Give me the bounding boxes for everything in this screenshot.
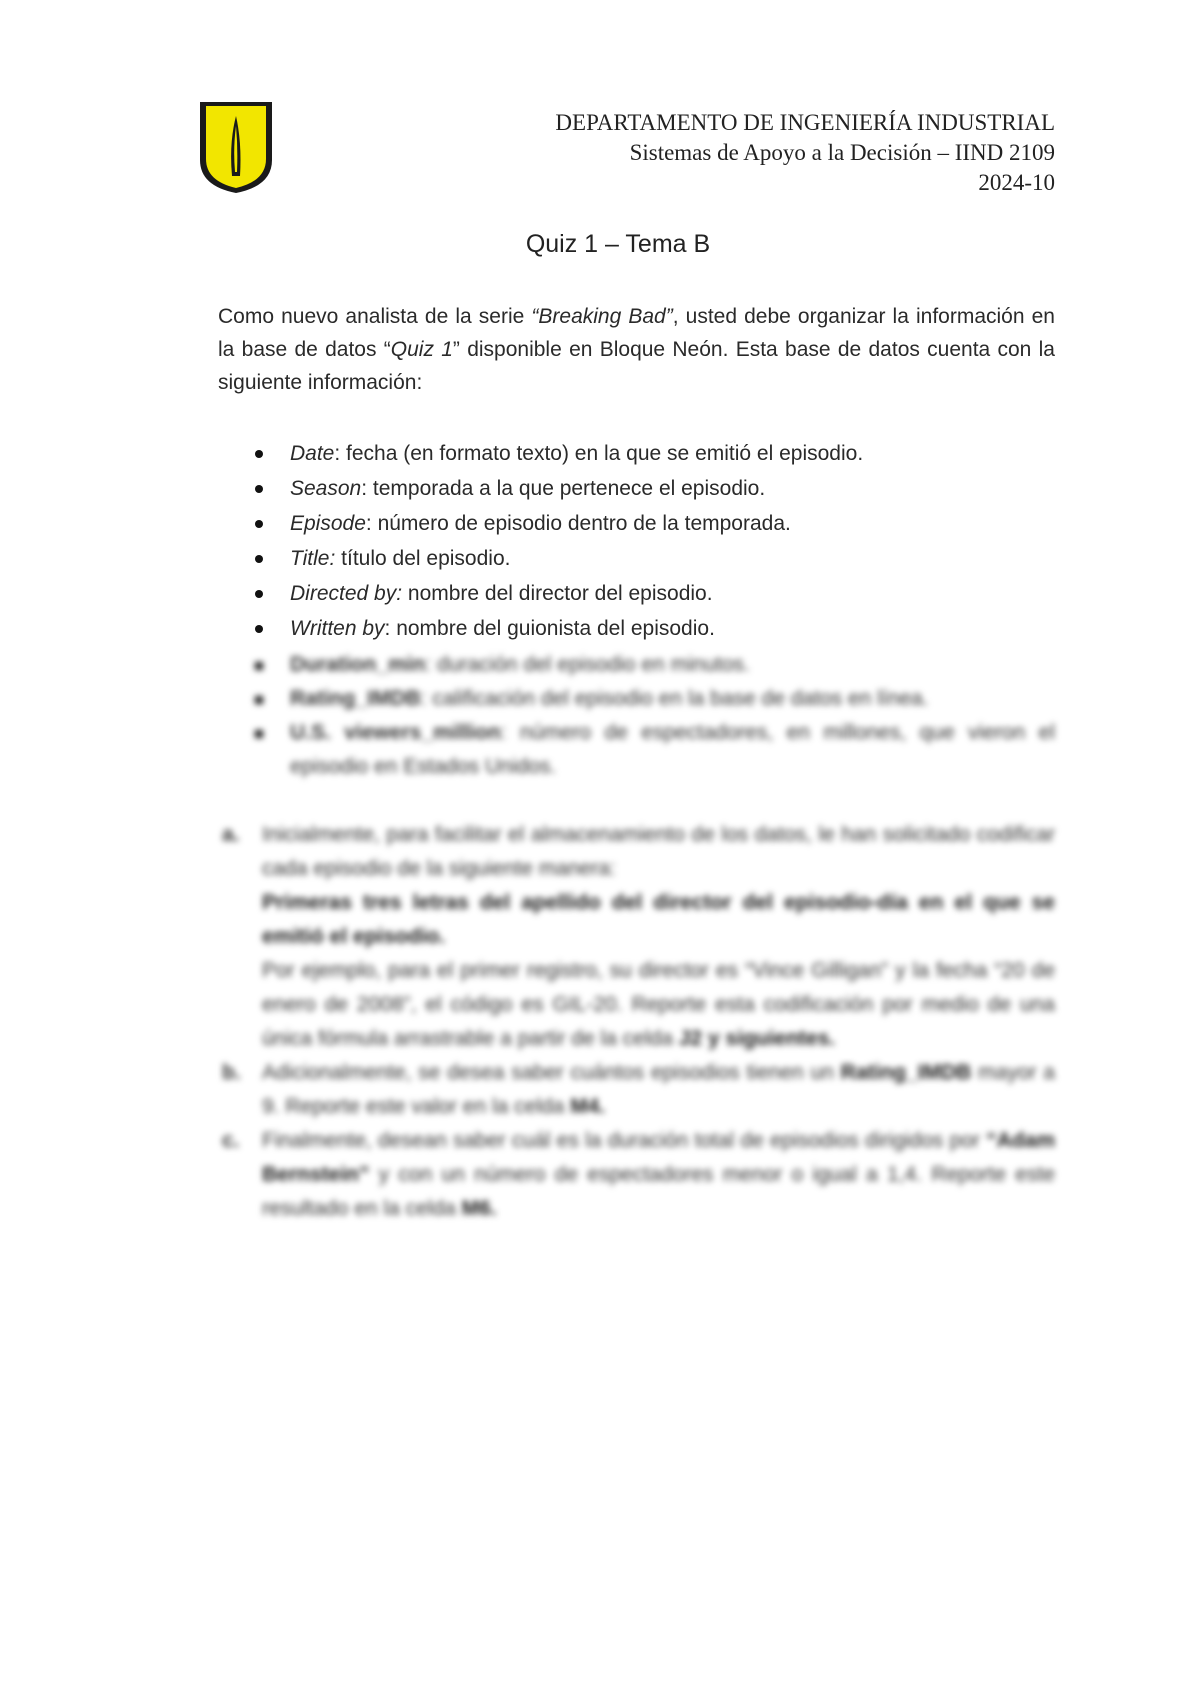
field-item-directed-by: [218, 576, 1055, 611]
field-item-date: [218, 436, 1055, 471]
field-item-viewers: [218, 716, 1055, 784]
database-name: Quiz 1: [390, 338, 453, 361]
field-item-duration: [218, 648, 1055, 682]
intro-paragraph: [218, 300, 1055, 399]
field-item-written-by: [218, 611, 1055, 646]
question-a: [218, 818, 1055, 1056]
course-name: Sistemas de Apoyo a la Decisión – IIND 2109: [629, 140, 1055, 165]
department-name: DEPARTAMENTO DE INGENIERÍA INDUSTRIAL: [555, 110, 1055, 135]
question-text: Finalmente, desean saber cuál es la duración total de episodios dirigidos por: [262, 1129, 987, 1152]
field-description: temporada a la que pertenece el episodio.: [372, 477, 766, 500]
field-separator: :: [361, 477, 373, 500]
blurred-field-list: [218, 648, 1055, 784]
question-c: [218, 1124, 1055, 1226]
question-letter: b.: [222, 1061, 241, 1084]
field-term: Written by: [290, 617, 385, 640]
field-term: Rating_IMDB: [290, 687, 421, 710]
field-term: Date: [290, 442, 335, 465]
question-letter: a.: [222, 823, 240, 846]
field-description: nombre del guionista del episodio.: [396, 617, 715, 640]
question-extra: Por ejemplo, para el primer registro, su director es “Vince Gilligan” y la fecha “20 de enero de 2008”, el código es GIL-20. Reporte esta codificación por medio de una única fórmula arrastrable a partir de la celda: [262, 959, 1055, 1050]
field-description: : calificación del episodio en la base de datos en línea.: [420, 687, 929, 710]
question-cell-ref: M4.: [570, 1095, 606, 1118]
question-letter: c.: [222, 1129, 240, 1152]
field-description: : número de espectadores, en millones, que vieron el episodio en Estados Unidos.: [290, 721, 1055, 778]
question-text: Inicialmente, para facilitar el almacenamiento de los datos, le han solicitado codificar cada episodio de la siguiente manera:: [262, 823, 1055, 880]
field-description: nombre del director del episodio.: [407, 582, 713, 605]
question-emphasis: “Adam Bernstein”: [262, 1129, 1055, 1186]
intro-text-3: ” disponible en Bloque Neón. Esta base de datos cuenta con la siguiente información:: [218, 338, 1055, 394]
field-term: Duration_min: [290, 653, 426, 676]
field-item-episode: [218, 506, 1055, 541]
field-description: fecha (en formato texto) en la que se emitió el episodio.: [346, 442, 864, 465]
field-separator: :: [384, 617, 397, 640]
document-header: [555, 108, 1055, 198]
series-name: “Breaking Bad”: [531, 305, 673, 328]
question-extra: mayor a 9. Reporte este valor en la celda: [262, 1061, 1055, 1118]
field-term: Episode: [290, 512, 366, 535]
field-item-season: [218, 471, 1055, 506]
field-description: título del episodio.: [341, 547, 511, 570]
question-emphasis: Rating_IMDB: [840, 1061, 972, 1084]
field-list: [218, 436, 1055, 646]
question-extra: y con un número de espectadores menor o igual a 1,4. Reporte este resultado en la celda: [262, 1163, 1055, 1220]
question-cell-ref: M6.: [461, 1197, 497, 1220]
field-item-title: [218, 541, 1055, 576]
question-text: Adicionalmente, se desea saber cuántos episodios tienen un: [262, 1061, 841, 1084]
question-b: [218, 1056, 1055, 1124]
quiz-title: Quiz 1 – Tema B: [525, 230, 711, 258]
field-term: U.S. viewers_million: [290, 721, 501, 744]
field-description: número de episodio dentro de la temporada.: [377, 512, 791, 535]
question-list: [218, 818, 1055, 1226]
university-shield-logo: [196, 98, 276, 196]
field-description: : duración del episodio en minutos.: [425, 653, 750, 676]
question-emphasis: Primeras tres letras del apellido del director del episodio-día en el que se emitió el episodio.: [262, 891, 1055, 948]
field-term: Season: [290, 477, 362, 500]
academic-term: 2024-10: [978, 170, 1055, 195]
field-separator: :: [334, 442, 347, 465]
intro-text-1: Como nuevo analista de la serie: [218, 305, 532, 328]
field-separator: :: [365, 512, 378, 535]
intro-text-2: , usted debe organizar la información en la base de datos “: [218, 305, 1055, 361]
question-cell-ref: J2 y siguientes.: [678, 1027, 836, 1050]
field-term: Directed by:: [290, 582, 403, 605]
field-item-rating: [218, 682, 1055, 716]
field-term: Title:: [290, 547, 336, 570]
